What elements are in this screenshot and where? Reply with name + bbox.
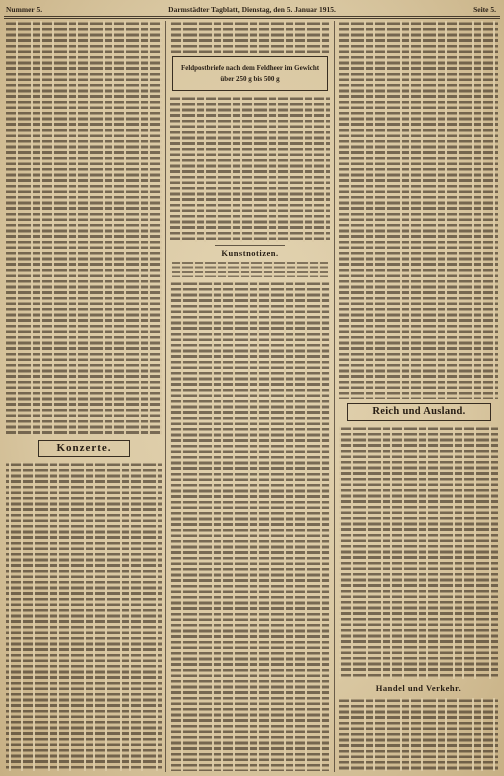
column-rule-right xyxy=(334,21,335,772)
section-heading-reich-und-ausland: Reich und Ausland. xyxy=(347,403,491,421)
notice-heading-line-2: über 250 g bis 500 g xyxy=(220,75,280,83)
section-heading-konzerte: Konzerte. xyxy=(38,440,130,457)
article-text-column-1-top xyxy=(6,21,162,435)
article-text-kunstnotizen xyxy=(170,281,330,771)
header-rule xyxy=(4,16,500,17)
article-text-column-3-top xyxy=(339,21,498,399)
article-separator xyxy=(215,245,285,246)
column-rule-left xyxy=(165,21,166,772)
article-text-handel-und-verkehr xyxy=(339,698,498,771)
header-rule-secondary xyxy=(4,18,500,19)
notice-heading-line-1: Feldpostbriefe nach dem Feldheer im Gewicht xyxy=(180,64,320,72)
article-text-column-2-top xyxy=(170,21,330,53)
article-text-reich-und-ausland xyxy=(339,426,498,679)
page-number: Seite 5. xyxy=(473,5,496,14)
article-text-feldpost xyxy=(170,96,330,242)
newspaper-masthead-title: Darmstädter Tagblatt, Dienstag, den 5. Januar 1915. xyxy=(168,5,336,14)
section-heading-handel-und-verkehr: Handel und Verkehr. xyxy=(375,683,462,693)
notice-box-feldpostbriefe xyxy=(172,56,328,91)
issue-number: Nummer 5. xyxy=(6,5,43,14)
article-text-konzerte xyxy=(6,462,162,771)
section-heading-kunstnotizen: Kunstnotizen. xyxy=(221,248,279,258)
kunstnotizen-intro-text xyxy=(172,261,328,277)
